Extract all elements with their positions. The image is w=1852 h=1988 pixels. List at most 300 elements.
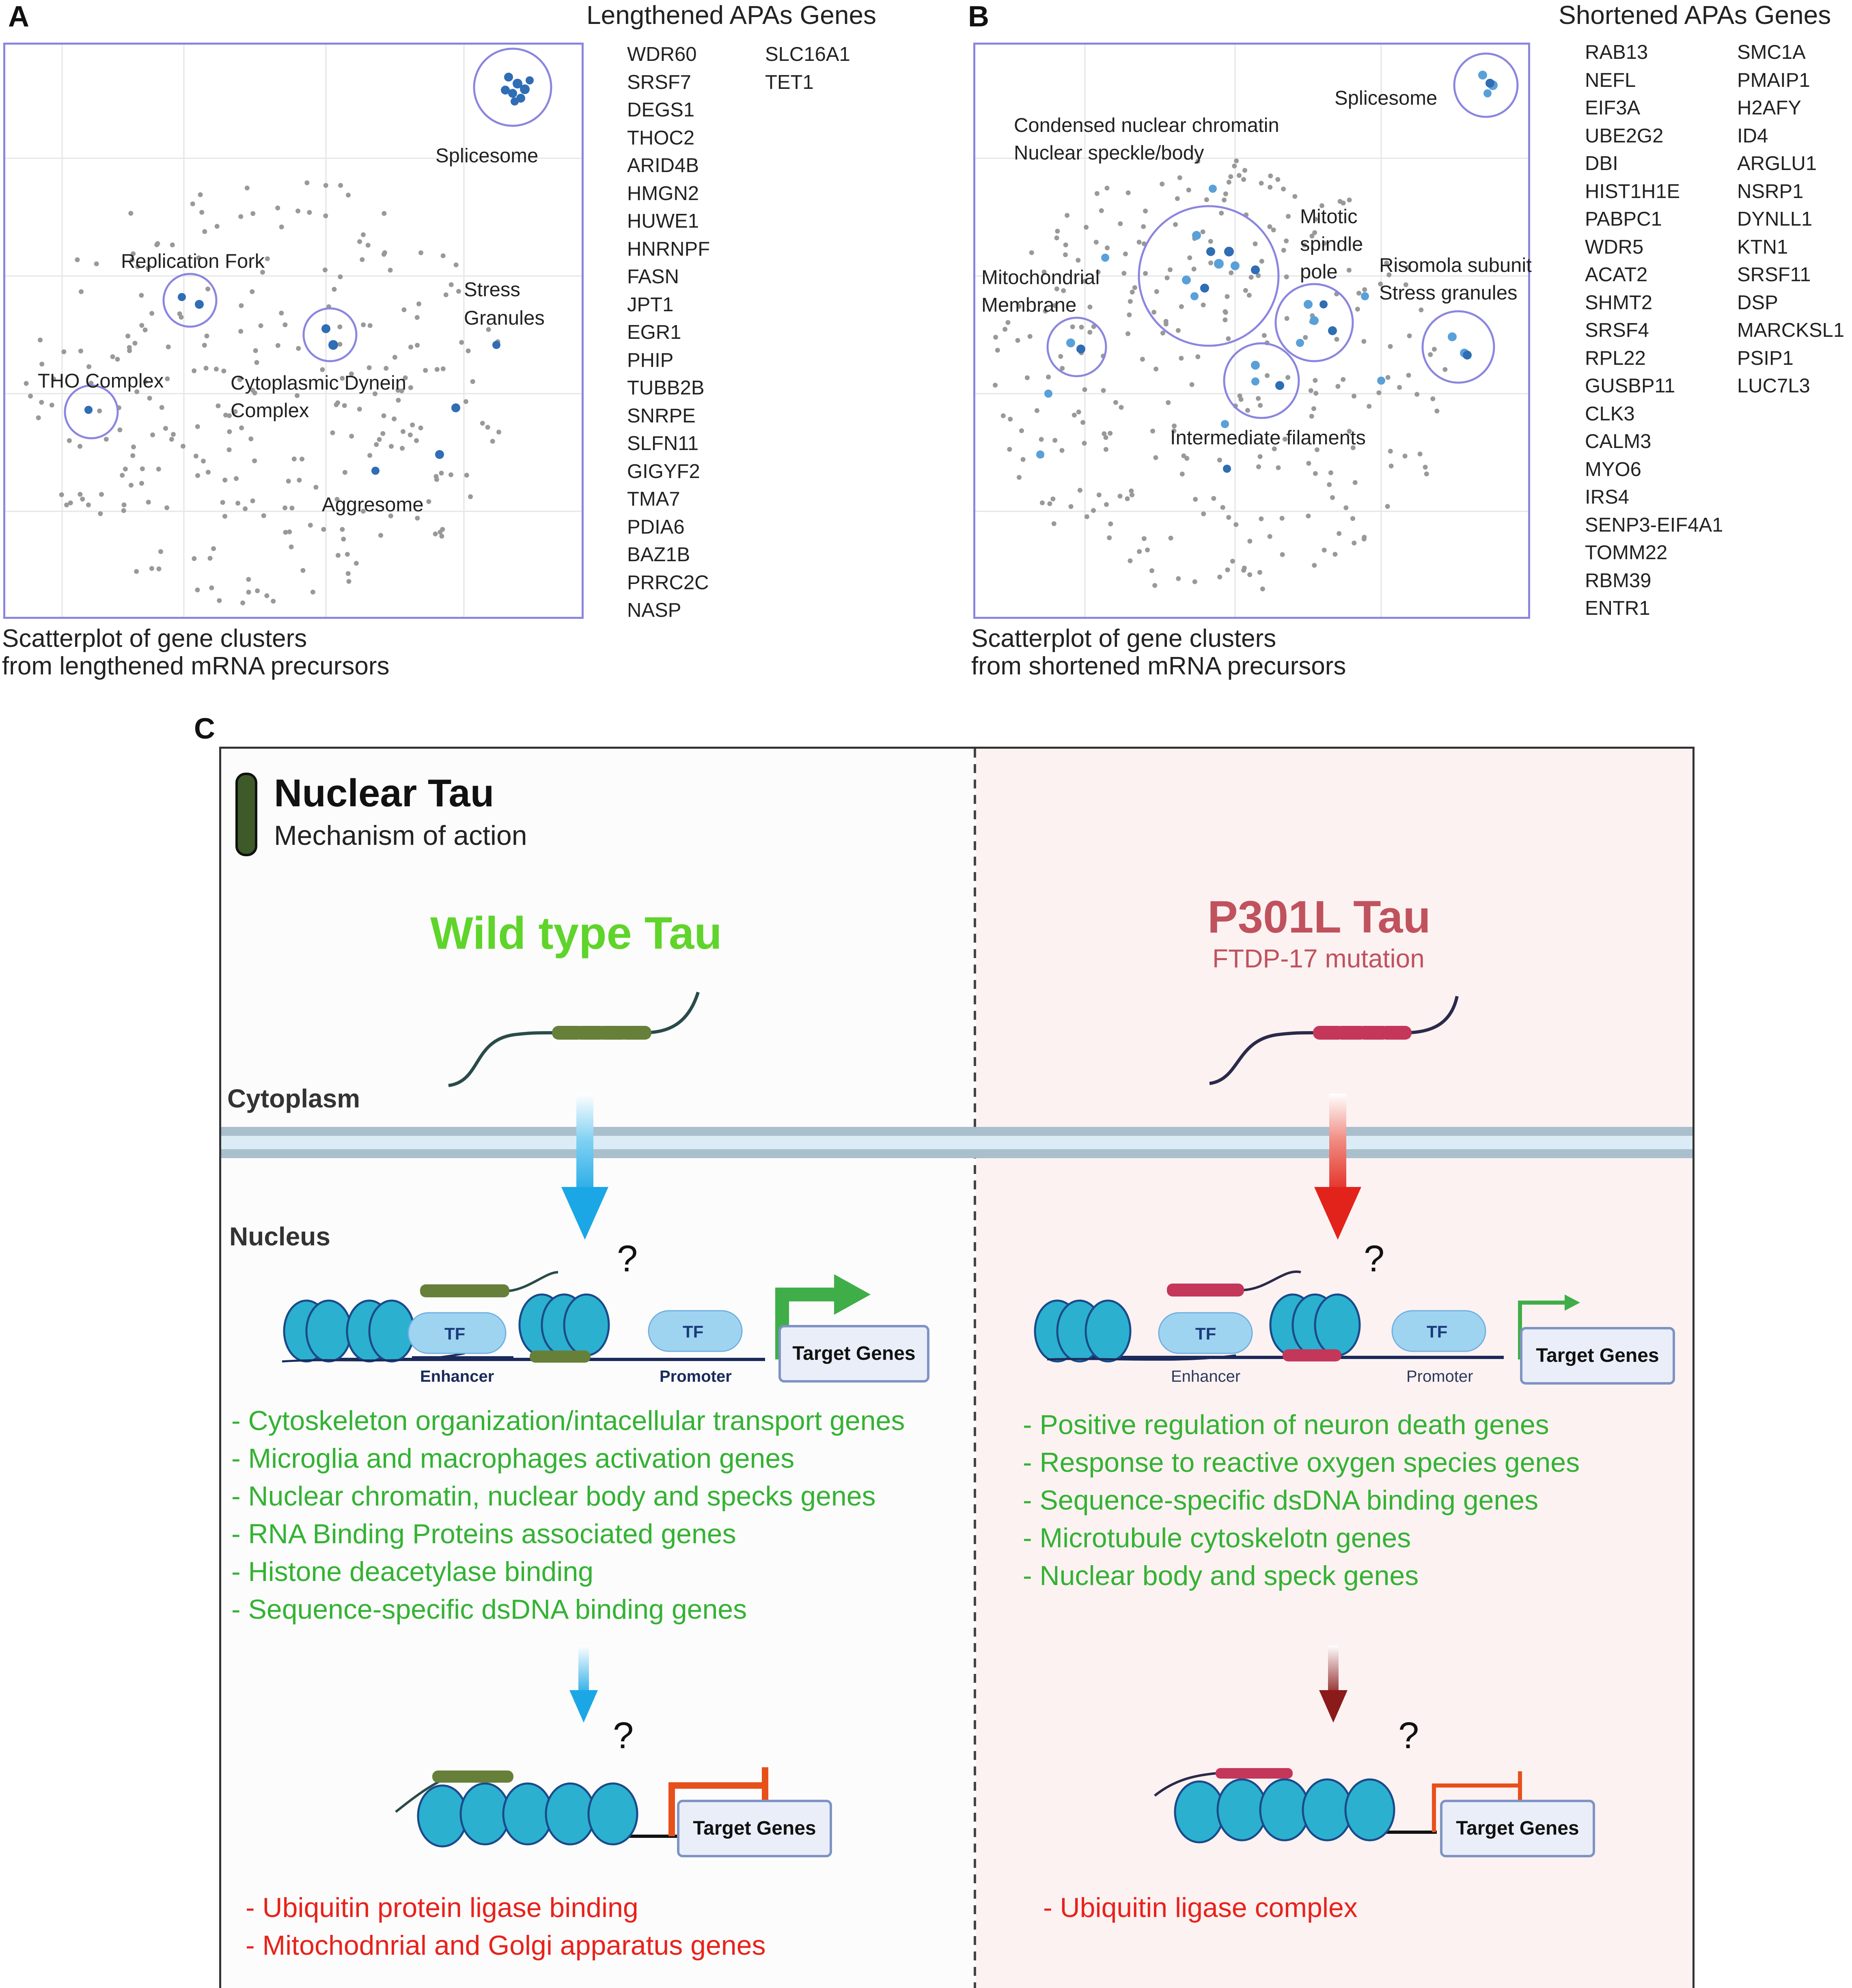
nuclear-membrane [221, 1127, 1692, 1158]
wt-up-gene-item: - Microglia and macrophages activation genes [231, 1443, 795, 1474]
background-gene-point [1268, 185, 1272, 190]
background-gene-point [1126, 190, 1131, 195]
background-gene-point [50, 403, 54, 407]
background-gene-point [204, 366, 209, 370]
mutant-title: P301L Tau [1207, 892, 1431, 942]
background-gene-point [1306, 461, 1311, 466]
background-gene-point [1442, 367, 1447, 372]
gene-name: EGR1 [627, 321, 681, 343]
gene-name: HMGN2 [627, 182, 699, 205]
caption-a-line2: from lengthened mRNA precursors [2, 652, 390, 680]
background-gene-point [1247, 293, 1252, 298]
gene-name: RBM39 [1585, 569, 1651, 592]
background-gene-point [410, 422, 415, 427]
background-gene-point [1243, 288, 1248, 293]
gene-name: PSIP1 [1737, 347, 1794, 369]
wt-tf-promoter: TF [683, 1322, 704, 1341]
background-gene-point [127, 348, 132, 353]
gene-name: LUC7L3 [1737, 375, 1810, 397]
background-gene-point [368, 323, 373, 328]
cluster-b-mito-line2: Membrane [981, 294, 1077, 316]
cluster-b-ribo-line1: Risomola subunit [1379, 254, 1532, 276]
background-gene-point [59, 492, 64, 497]
gene-name: PHIP [627, 349, 674, 371]
background-gene-point [392, 416, 397, 421]
background-gene-point [1271, 228, 1276, 233]
background-gene-point [1108, 431, 1112, 436]
background-gene-point [338, 183, 343, 188]
cluster-b-spindle-line3: pole [1300, 261, 1338, 283]
background-gene-point [97, 409, 102, 414]
background-gene-point [279, 224, 284, 229]
background-gene-point [94, 261, 99, 266]
background-gene-point [1260, 586, 1265, 591]
background-gene-point [1223, 317, 1228, 322]
background-gene-point [170, 243, 175, 248]
background-gene-point [1141, 224, 1146, 229]
background-gene-point [408, 385, 413, 390]
background-gene-point [1219, 211, 1224, 215]
background-gene-point [1229, 270, 1233, 275]
background-gene-point [1322, 548, 1327, 553]
background-gene-point [246, 590, 251, 594]
background-gene-point [374, 442, 379, 447]
background-gene-point [347, 579, 351, 584]
background-gene-point [1335, 337, 1339, 342]
background-gene-point [342, 403, 347, 408]
background-gene-point [485, 425, 490, 430]
background-gene-point [130, 453, 135, 458]
background-gene-point [1119, 405, 1124, 410]
background-gene-point [1280, 552, 1285, 557]
background-gene-point [1328, 470, 1333, 475]
background-gene-point [308, 523, 313, 528]
background-gene-point [1143, 209, 1148, 213]
cluster-label-stress-line2: Granules [464, 307, 545, 329]
background-gene-point [1220, 505, 1225, 510]
background-gene-point [245, 185, 250, 190]
background-gene-point [470, 379, 475, 384]
background-gene-point [131, 444, 136, 449]
background-gene-point [438, 530, 442, 534]
background-gene-point [238, 329, 243, 334]
background-gene-point [143, 327, 148, 332]
gene-list-b1 [1585, 39, 1723, 622]
cluster-b-chromatin-line2: Nuclear speckle/body [1014, 142, 1204, 164]
background-gene-point [1226, 515, 1231, 520]
background-gene-point [239, 303, 244, 308]
background-gene-point [1105, 186, 1110, 191]
background-gene-point [115, 357, 120, 362]
background-gene-point [1285, 316, 1289, 321]
background-gene-point [250, 289, 254, 294]
background-gene-point [1428, 352, 1433, 357]
background-gene-point [1070, 324, 1075, 329]
background-gene-point [1237, 173, 1242, 178]
background-gene-point [1107, 535, 1112, 540]
background-gene-point [1069, 504, 1074, 509]
background-gene-point [1430, 396, 1435, 401]
background-gene-point [310, 590, 315, 594]
gene-name: SENP3-EIF4A1 [1585, 514, 1723, 536]
background-gene-point [240, 601, 245, 605]
cytoplasm-label: Cytoplasm [227, 1084, 360, 1113]
background-gene-point [1423, 465, 1428, 470]
background-gene-point [254, 360, 259, 365]
mutant-down-gene-item: - Ubiquitin ligase complex [1043, 1892, 1358, 1923]
background-gene-point [227, 429, 232, 434]
gene-name: THOC2 [627, 127, 695, 149]
background-gene-point [1281, 187, 1286, 192]
background-gene-point [1280, 516, 1285, 521]
background-gene-point [1060, 448, 1065, 453]
background-gene-point [1137, 549, 1142, 554]
background-gene-point [313, 485, 318, 490]
wt-tau-protein [448, 992, 698, 1086]
background-gene-point [357, 239, 362, 244]
background-gene-point [1097, 493, 1102, 498]
background-gene-point [1208, 239, 1213, 244]
gene-name: JPT1 [627, 293, 674, 316]
background-gene-point [289, 506, 294, 510]
background-gene-point [1226, 336, 1231, 341]
background-gene-point [401, 429, 405, 434]
gene-name: HNRNPF [627, 238, 710, 260]
background-gene-point [1180, 472, 1185, 476]
gene-name: SNRPE [627, 405, 696, 427]
gene-name: CLK3 [1585, 403, 1635, 425]
lengthened-genes-col2 [765, 41, 850, 96]
background-gene-point [1054, 235, 1059, 240]
background-gene-point [337, 325, 342, 330]
background-gene-point [408, 433, 413, 437]
background-gene-point [1153, 455, 1158, 460]
background-gene-point [1341, 377, 1345, 382]
gene-name: ID4 [1737, 125, 1768, 147]
nucleus-label: Nucleus [229, 1222, 330, 1251]
background-gene-point [300, 457, 304, 461]
background-gene-point [1259, 259, 1264, 264]
background-gene-point [261, 513, 266, 518]
background-gene-point [1149, 568, 1154, 573]
gene-name: PRRC2C [627, 571, 709, 594]
scatterplot-lengthened [3, 43, 584, 619]
background-gene-point [1125, 496, 1130, 501]
background-gene-point [1104, 447, 1108, 452]
panel-c-letter: C [194, 713, 215, 745]
background-gene-point [128, 211, 133, 216]
background-gene-point [1353, 480, 1358, 485]
background-gene-point [1335, 384, 1340, 389]
background-gene-point [275, 206, 280, 211]
background-gene-point [441, 253, 446, 258]
background-gene-point [120, 473, 125, 478]
background-gene-point [1217, 458, 1222, 463]
background-gene-point [1309, 414, 1314, 419]
background-gene-point [1256, 464, 1261, 469]
background-gene-point [1245, 408, 1250, 413]
background-gene-point [1259, 517, 1263, 521]
wt-up-gene-item: - RNA Binding Proteins associated genes [231, 1518, 736, 1549]
background-gene-point [1385, 504, 1390, 509]
gene-name: RPL22 [1585, 347, 1646, 369]
background-gene-point [323, 267, 328, 272]
lengthened-genes-title: Lengthened APAs Genes [586, 0, 877, 30]
background-gene-point [1153, 366, 1158, 371]
background-gene-point [346, 571, 351, 576]
background-gene-point [1313, 471, 1318, 476]
background-gene-point [367, 453, 372, 458]
background-gene-point [208, 556, 213, 561]
background-gene-point [1145, 547, 1150, 552]
background-gene-point [1076, 409, 1081, 414]
background-gene-point [80, 497, 85, 502]
background-gene-point [1050, 497, 1055, 502]
background-gene-point [323, 213, 328, 218]
background-gene-point [195, 588, 200, 592]
background-gene-point [1039, 437, 1044, 442]
background-gene-point [1007, 447, 1012, 452]
background-gene-point [205, 334, 209, 338]
background-gene-point [98, 511, 103, 516]
background-gene-point [1201, 229, 1205, 234]
background-gene-point [1232, 164, 1237, 168]
background-gene-point [149, 311, 154, 316]
background-gene-point [235, 501, 240, 506]
background-gene-point [215, 224, 220, 229]
background-gene-point [286, 479, 291, 484]
background-gene-point [459, 340, 464, 345]
background-gene-point [1187, 255, 1192, 260]
background-gene-point [1003, 327, 1007, 332]
gene-name: WDR60 [627, 43, 697, 65]
mutant-up-gene-item: - Microtubule cytoskelotn genes [1023, 1523, 1411, 1553]
background-gene-point [336, 553, 341, 558]
background-gene-point [211, 546, 216, 551]
background-gene-point [1080, 420, 1085, 425]
background-gene-point [255, 588, 260, 593]
background-gene-point [1356, 291, 1361, 296]
background-gene-point [289, 545, 294, 549]
background-gene-point [1166, 400, 1171, 405]
background-gene-point [1017, 475, 1022, 480]
caption-b-line1: Scatterplot of gene clusters [971, 625, 1276, 653]
background-gene-point [1388, 449, 1393, 454]
mutant-chromatin-upper [1035, 1272, 1580, 1361]
background-gene-point [1143, 271, 1148, 276]
background-gene-point [345, 552, 350, 557]
wt-upregulated-list [231, 1402, 905, 1628]
background-gene-point [1247, 539, 1252, 544]
background-gene-point [1225, 567, 1230, 572]
background-gene-point [1179, 304, 1184, 309]
scatterplot-shortened [973, 43, 1530, 619]
background-gene-point [1397, 385, 1402, 390]
background-gene-point [250, 211, 255, 216]
background-gene-point [1327, 482, 1332, 487]
background-gene-point [78, 349, 83, 353]
background-gene-point [1414, 392, 1419, 397]
cluster-label-splicesome: Splicesome [436, 145, 539, 167]
background-gene-point [1190, 382, 1194, 387]
background-gene-point [1175, 196, 1180, 201]
background-gene-point [1082, 441, 1087, 446]
gene-list-a2 [765, 41, 850, 96]
background-gene-point [433, 532, 438, 536]
background-gene-point [1176, 328, 1181, 333]
background-gene-point [1151, 310, 1156, 314]
background-gene-point [67, 438, 72, 443]
background-gene-point [464, 399, 468, 404]
background-gene-point [192, 556, 196, 561]
background-gene-point [1311, 406, 1316, 411]
background-gene-point [39, 362, 44, 366]
background-gene-point [382, 211, 386, 216]
gene-list-b2 [1737, 39, 1844, 400]
background-gene-point [1063, 252, 1068, 257]
background-gene-point [1389, 463, 1394, 468]
background-gene-point [1265, 373, 1270, 378]
gene-name: SLFN11 [627, 433, 699, 454]
background-gene-point [1152, 583, 1157, 588]
background-gene-point [283, 322, 288, 327]
background-gene-point [1352, 394, 1356, 398]
background-gene-point [1406, 373, 1411, 378]
background-gene-point [480, 421, 485, 426]
background-gene-point [1025, 375, 1030, 380]
background-gene-point [292, 457, 297, 461]
background-gene-point [1082, 387, 1087, 392]
background-gene-point [366, 243, 371, 248]
background-gene-point [1140, 357, 1145, 362]
gene-name: NEFL [1585, 69, 1636, 91]
background-gene-point [1285, 375, 1290, 380]
background-gene-point [139, 481, 144, 486]
background-gene-point [202, 229, 207, 234]
background-gene-point [402, 307, 407, 312]
background-gene-point [1118, 494, 1123, 499]
background-gene-point [418, 250, 423, 255]
background-gene-point [1284, 274, 1289, 279]
cluster-b-ribo-line2: Stress granules [1379, 282, 1518, 304]
gene-name: DEGS1 [627, 99, 695, 121]
wt-repress-arrow [569, 1646, 598, 1723]
background-gene-point [157, 566, 162, 571]
shortened-genes-title: Shortened APAs Genes [1559, 0, 1831, 30]
background-gene-point [287, 530, 292, 534]
background-gene-point [354, 561, 359, 566]
background-gene-point [190, 201, 195, 206]
background-gene-point [993, 383, 998, 388]
background-gene-point [400, 446, 405, 451]
mutant-up-gene-item: - Positive regulation of neuron death genes [1023, 1409, 1549, 1440]
background-gene-point [993, 335, 998, 340]
background-gene-point [1268, 174, 1273, 179]
background-gene-point [1306, 514, 1311, 519]
background-gene-point [79, 289, 84, 294]
wt-downregulated-list [246, 1889, 765, 1964]
caption-a-line1: Scatterplot of gene clusters [2, 625, 307, 653]
background-gene-point [1058, 354, 1063, 359]
background-gene-point [1284, 239, 1289, 243]
background-gene-point [195, 424, 200, 429]
background-gene-point [1164, 319, 1169, 324]
background-gene-point [435, 367, 440, 372]
wt-target-genes-lower: Target Genes [677, 1800, 832, 1857]
cluster-label-aggresome: Aggresome [322, 494, 424, 516]
background-gene-point [248, 437, 253, 442]
background-gene-point [209, 586, 214, 590]
background-gene-point [38, 338, 43, 342]
background-gene-point [195, 473, 200, 478]
background-gene-point [1352, 541, 1356, 545]
background-gene-point [349, 434, 354, 439]
background-gene-point [1121, 271, 1126, 276]
background-gene-point [198, 192, 203, 197]
gene-name: MARCKSL1 [1737, 319, 1845, 341]
gene-name: EIF3A [1585, 97, 1641, 119]
wt-promoter-label: Promoter [660, 1368, 732, 1385]
background-gene-point [1267, 224, 1272, 229]
background-gene-point [338, 274, 343, 279]
background-gene-point [1376, 390, 1381, 395]
background-gene-point [1001, 414, 1006, 418]
background-gene-point [1035, 408, 1039, 413]
gene-name: DSP [1737, 291, 1778, 314]
background-gene-point [1028, 334, 1033, 339]
background-gene-point [1241, 177, 1246, 182]
background-gene-point [423, 368, 428, 373]
mutant-up-gene-item: - Response to reactive oxygen species genes [1023, 1447, 1580, 1478]
background-gene-point [1262, 333, 1267, 338]
background-gene-point [995, 348, 1000, 353]
background-gene-point [1223, 192, 1228, 196]
gene-name: CALM3 [1585, 431, 1651, 452]
cluster-label-dynein-line1: Cytoplasmic Dynein [231, 372, 406, 394]
nuclear-tau-title: Nuclear Tau [274, 771, 494, 815]
background-gene-point [1160, 182, 1164, 187]
cluster-label-replication-fork: Replication Fork [121, 250, 265, 272]
background-gene-point [1228, 174, 1233, 179]
panel-b-letter: B [968, 0, 989, 33]
background-gene-point [1281, 248, 1286, 253]
background-gene-point [122, 502, 127, 507]
background-gene-point [426, 499, 431, 504]
background-gene-point [1222, 198, 1227, 202]
gene-name: MYO6 [1585, 458, 1641, 480]
background-gene-point [75, 257, 80, 262]
background-gene-point [1242, 566, 1247, 571]
background-gene-point [1292, 194, 1297, 199]
background-gene-point [250, 498, 255, 503]
background-gene-point [133, 341, 138, 346]
background-gene-point [1095, 191, 1100, 196]
wt-enhancer-label: Enhancer [420, 1368, 494, 1385]
wt-down-gene-item: - Mitochodnrial and Golgi apparatus genes [246, 1930, 766, 1961]
gene-name: H2AFY [1737, 97, 1801, 119]
background-gene-point [1330, 495, 1335, 500]
mutant-enhancer-label: Enhancer [1171, 1368, 1241, 1385]
background-gene-point [1021, 457, 1026, 462]
background-gene-point [340, 527, 345, 532]
background-gene-point [1015, 338, 1020, 343]
background-gene-point [1104, 435, 1108, 440]
background-gene-point [1079, 325, 1084, 330]
background-gene-point [378, 533, 383, 538]
background-gene-point [1029, 250, 1034, 255]
background-gene-point [201, 459, 206, 463]
cluster-b-spindle-line2: spindle [1300, 233, 1363, 255]
